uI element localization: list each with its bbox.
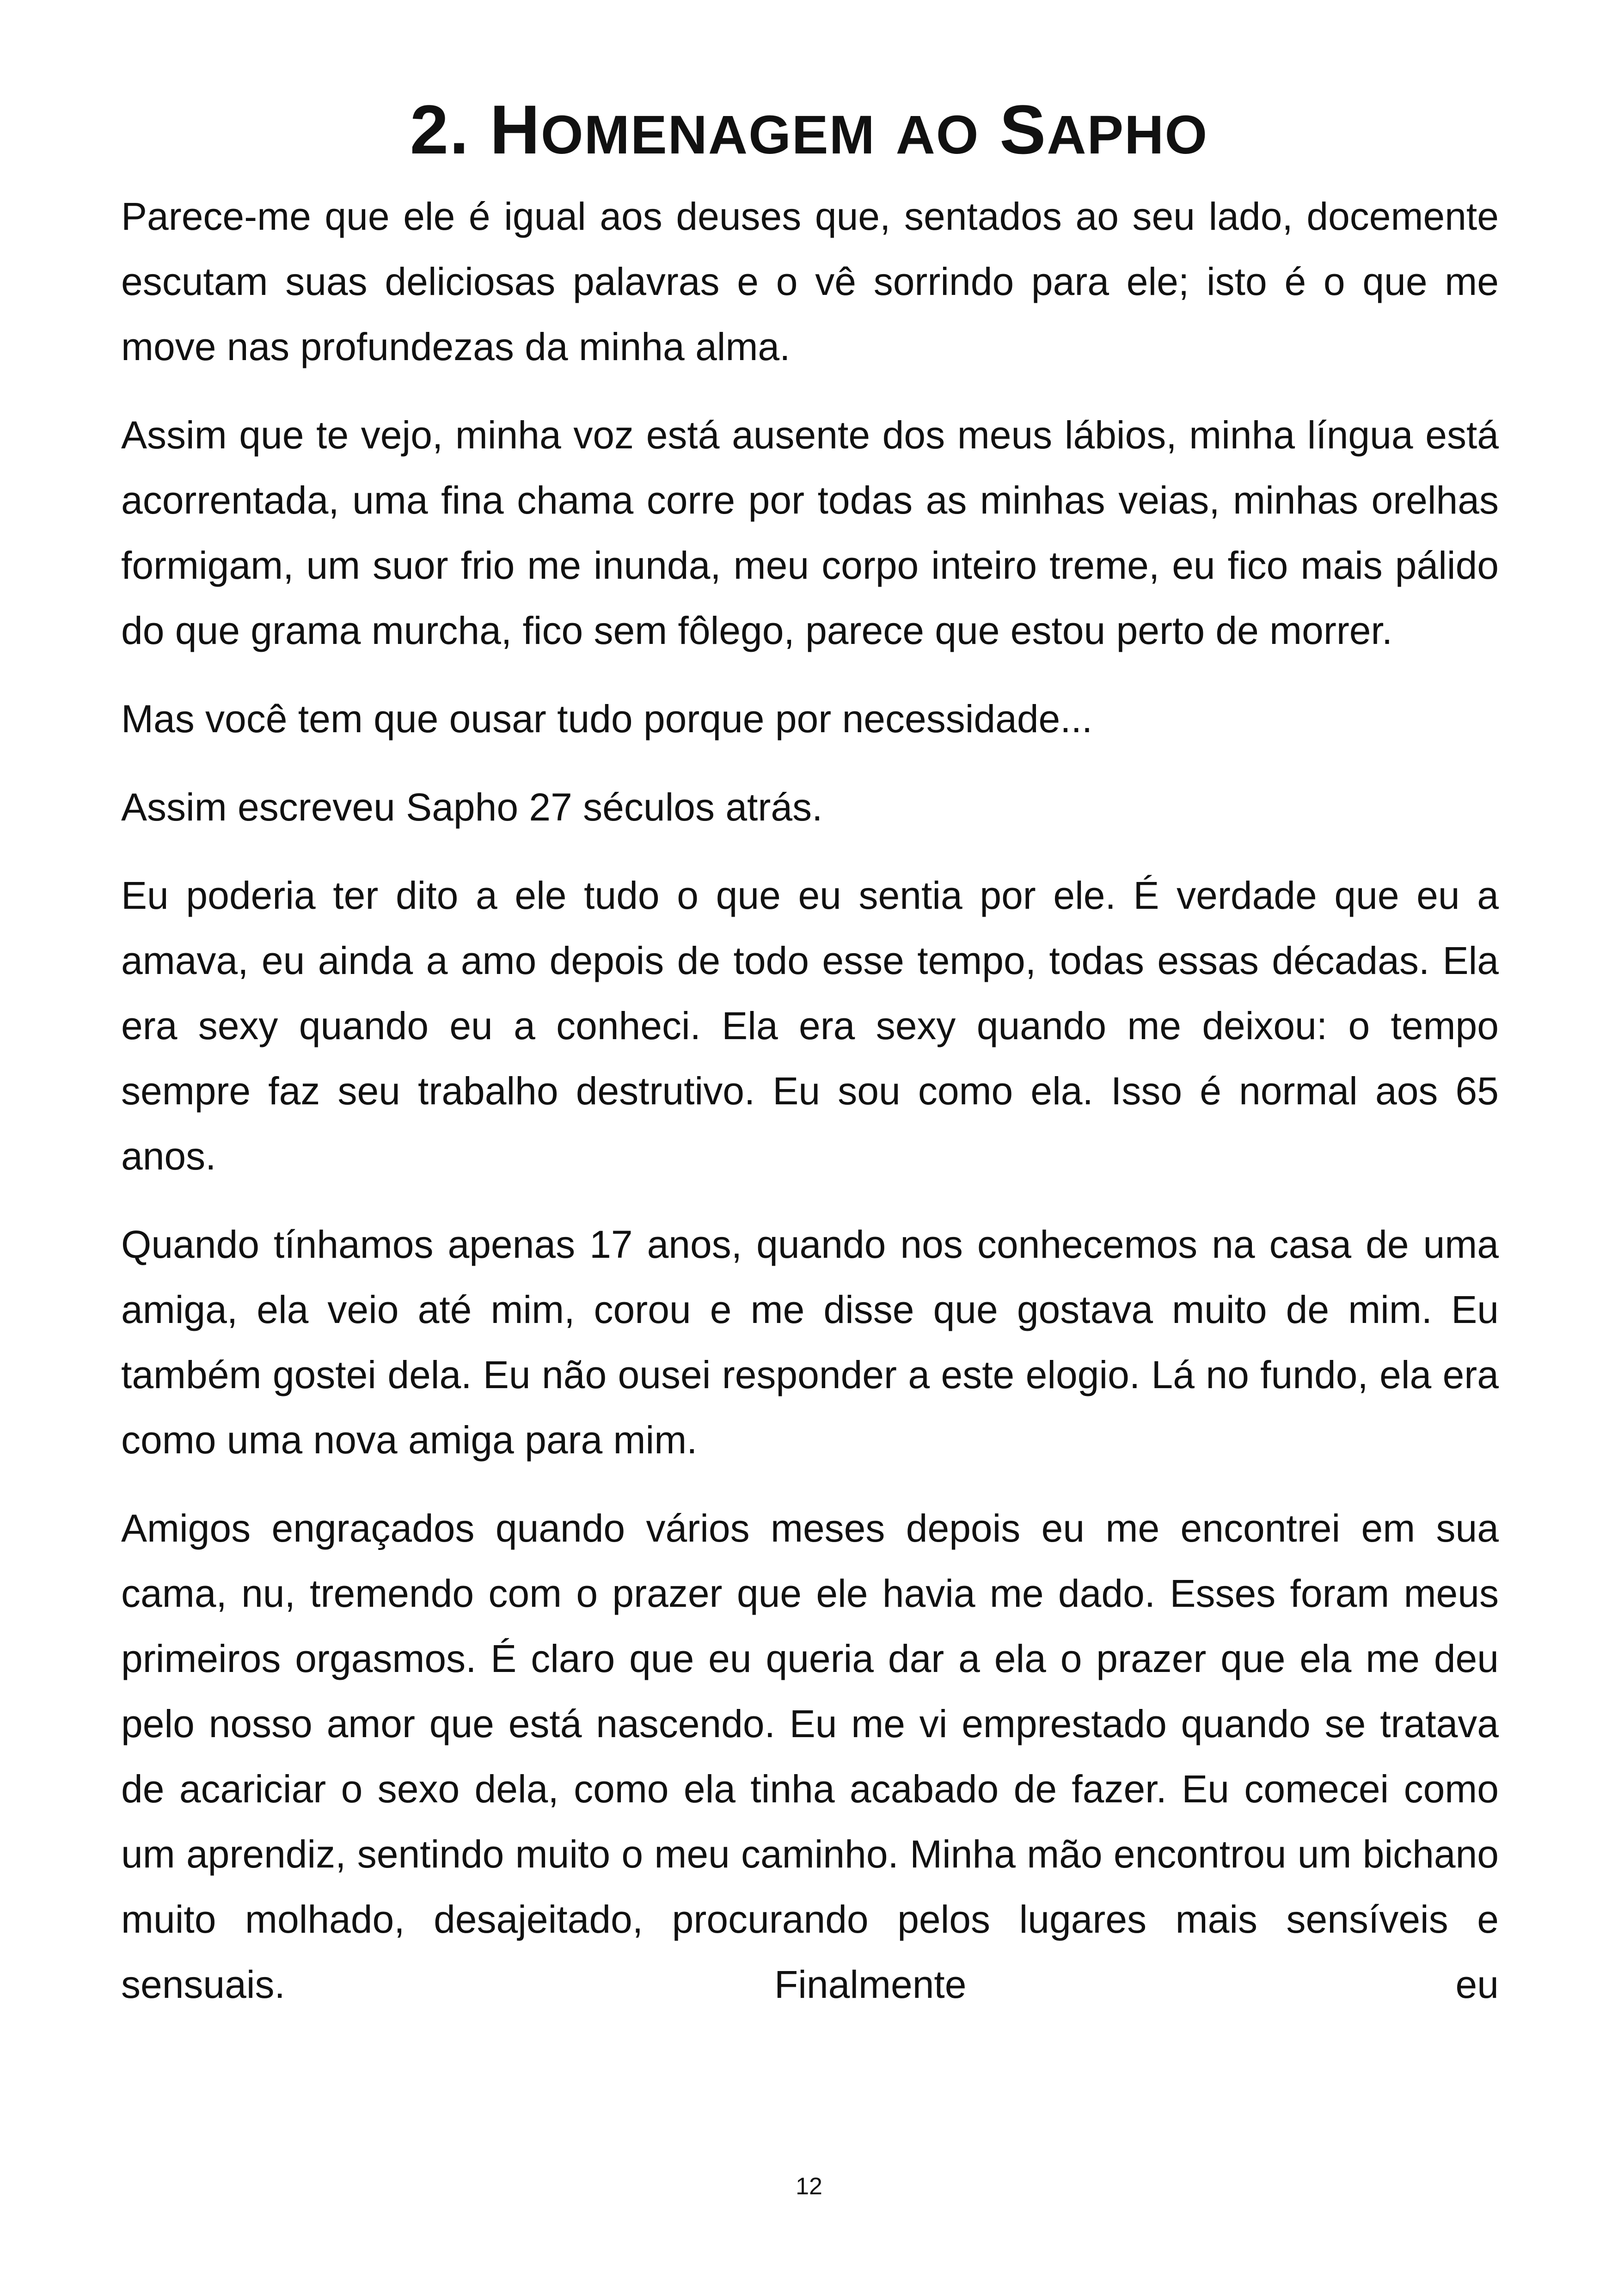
paragraph: Quando tínhamos apenas 17 anos, quando nos conhecemos na casa de uma amiga, ela veio até mim, corou e me disse que gostava muito de mim. Eu também gostei dela. Eu não ousei responder a este elogio. Lá no fundo, ela era como uma nova amiga para mim. [121,1223,1499,1462]
chapter-title [0,88,1618,177]
paragraph: Assim escreveu Sapho 27 séculos atrás. [121,785,823,829]
body-text [121,184,1499,2040]
paragraph: Parece-me que ele é igual aos deuses que, sentados ao seu lado, docemente escutam suas deliciosas palavras e o vê sorrindo para ele; isto é o que me move nas profundezas da minha alma. [121,195,1499,368]
title-word-1-initial: H [490,91,541,168]
title-word-3-initial: S [999,91,1047,168]
title-word-2: AO [895,104,980,165]
paragraph: Mas você tem que ousar tudo porque por necessidade... [121,697,1093,741]
chapter-number: 2. [410,91,470,168]
title-word-1-rest: OMENAGEM [540,104,876,165]
paragraph: Eu poderia ter dito a ele tudo o que eu sentia por ele. É verdade que eu a amava, eu ainda a amo depois de todo esse tempo, todas essas décadas. Ela era sexy quando eu a conheci. Ela era sexy quando me deixou: o tempo sempre faz seu trabalho destrutivo. Eu sou como ela. Isso é normal aos 65 anos. [121,874,1499,1178]
paragraph: Amigos engraçados quando vários meses depois eu me encontrei em sua cama, nu, tremendo com o prazer que ele havia me dado. Esses foram meus primeiros orgasmos. É claro que eu queria dar a ela o prazer que ela me deu pelo nosso amor que está nascendo. Eu me vi emprestado quando se tratava de acariciar o sexo dela, como ela tinha acabado de fazer. Eu comecei como um aprendiz, sentindo muito o meu caminho. Minha mão encontrou um bichano muito molhado, desajeitado, procurando pelos lugares mais sensíveis e sensuais. Finalmente eu [121,1506,1499,2006]
page-number: 12 [796,2173,822,2200]
title-word-3-rest: APHO [1047,104,1208,165]
paragraph: Assim que te vejo, minha voz está ausente dos meus lábios, minha língua está acorrentada, uma fina chama corre por todas as minhas veias, minhas orelhas formigam, um suor frio me inunda, meu corpo inteiro treme, eu fico mais pálido do que grama murcha, fico sem fôlego, parece que estou perto de morrer. [121,413,1499,652]
